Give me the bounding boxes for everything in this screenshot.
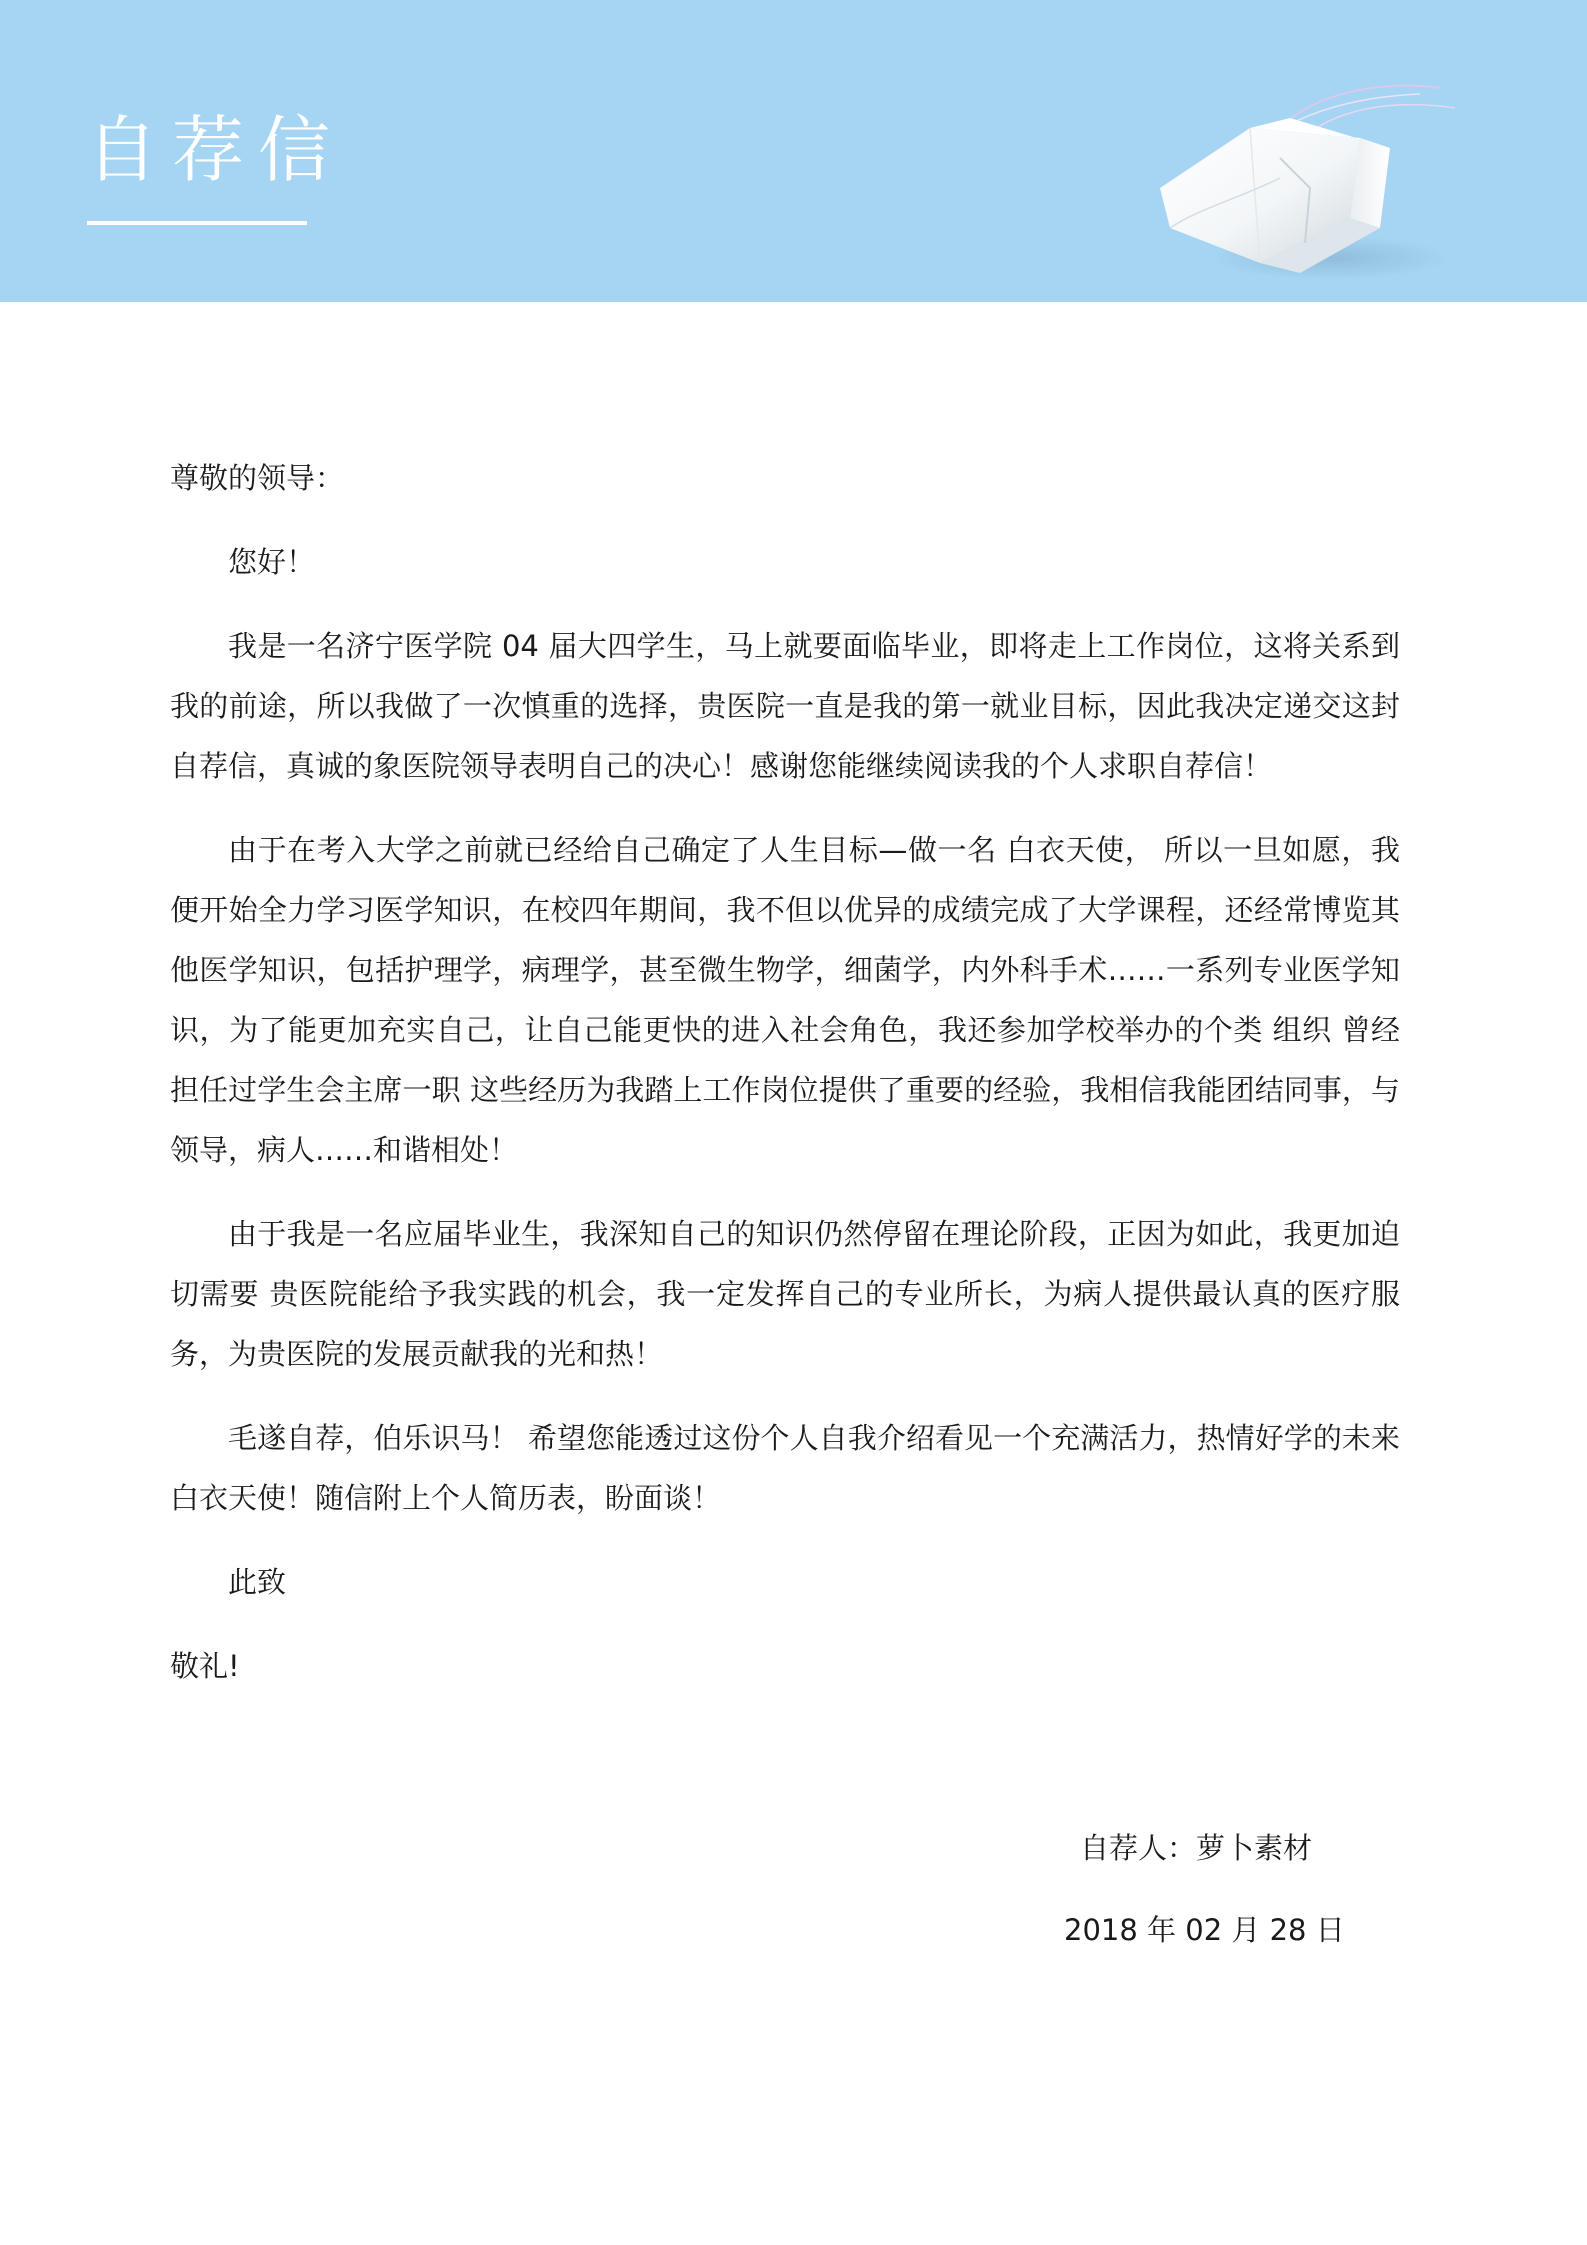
title-underline [87,221,307,225]
page-title: 自荐信 [86,108,345,192]
letter-salutation: 尊敬的领导： [170,461,345,495]
letter-paragraph: 由于在考入大学之前就已经给自己确定了人生目标—做一名 白衣天使， 所以一旦如愿，我便开始全力学习医学知识，在校四年期间，我不但以优异的成绩完成了大学课程，还经常博览其他医学知识，包括护理学，病理学，甚至微生物学，细菌学，内外科手术……一系列专业医学知识，为了能更加充实自己，让自己能更快的进入社会角色，我还参加学校举办的个类 组织 曾经担任过学生会主席一职 这些经历为我踏上工作岗位提供了重要的经验，我相信我能团结同事，与领导，病人……和谐相处！ [170,833,1400,1167]
letter-greeting: 您好！ [228,545,316,579]
letter-paragraph: 毛遂自荐，伯乐识马！ 希望您能透过这份个人自我介绍看见一个充满活力，热情好学的未来白衣天使！随信附上个人简历表，盼面谈！ [170,1421,1400,1515]
letter-closing: 此致 [228,1565,287,1599]
letter-body [170,448,1400,1720]
letter-date: 2018 年 02 月 28 日 [1064,1913,1345,1947]
letter-paragraph: 我是一名济宁医学院 04 届大四学生，马上就要面临毕业，即将走上工作岗位，这将关系到我的前途，所以我做了一次慎重的选择，贵医院一直是我的第一就业目标，因此我决定递交这封自荐信，真诚的象医院领导表明自己的决心！感谢您能继续阅读我的个人求职自荐信！ [170,629,1400,783]
letter-paragraph: 由于我是一名应届毕业生，我深知自己的知识仍然停留在理论阶段，正因为如此，我更加迫切需要 贵医院能给予我实践的机会，我一定发挥自己的专业所长，为病人提供最认真的医疗服务，为贵医院的发展贡献我的光和热！ [170,1217,1400,1371]
letter-signature: 自荐人：萝卜素材 [1080,1831,1313,1865]
nurse-cap-icon [1130,58,1470,298]
letter-regards: 敬礼! [170,1649,240,1683]
header-band [0,0,1587,302]
